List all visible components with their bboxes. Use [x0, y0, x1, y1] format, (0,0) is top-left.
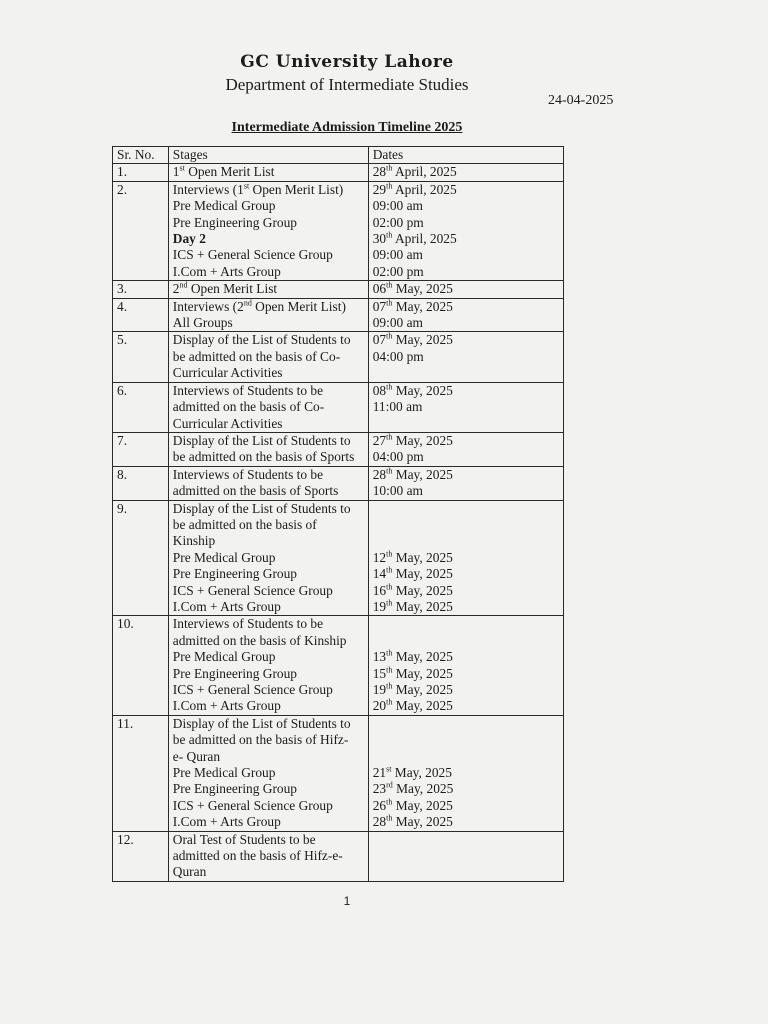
stage-text: Curricular Activities [172, 415, 283, 431]
date-text: 19 [372, 681, 387, 697]
stage-ordinal-suffix: nd [179, 280, 188, 290]
stage-text: ICS + General Science Group [172, 682, 333, 697]
stage-line [173, 781, 364, 797]
date-text: 23 [372, 781, 387, 797]
stage-text: be admitted on the basis of [172, 516, 317, 532]
stage-text: Pre Engineering Group [172, 214, 298, 230]
stage-line [173, 247, 364, 263]
date-ordinal-suffix: th [386, 813, 393, 823]
stage-line [173, 231, 364, 247]
stage-line [173, 864, 364, 880]
date-cell [368, 298, 563, 332]
stage-text: Kinship [172, 533, 216, 549]
stage-ordinal-suffix: st [243, 181, 250, 191]
table-row [113, 616, 564, 715]
stage-text: 2 [172, 281, 180, 297]
date-text: 10:00 am [372, 483, 423, 499]
date-cell [368, 164, 563, 181]
stage-text: All Groups [172, 315, 233, 331]
date-text-rest: May, 2025 [392, 281, 453, 297]
date-text-rest: May, 2025 [392, 432, 453, 448]
stage-ordinal-suffix: nd [243, 298, 252, 308]
date-text-rest: May, 2025 [392, 298, 453, 314]
date-text-rest: May, 2025 [392, 814, 453, 830]
date-line [373, 682, 559, 698]
date-cell [368, 432, 563, 466]
date-text-rest: May, 2025 [392, 665, 453, 681]
date-line [373, 281, 559, 297]
stage-line [173, 698, 364, 714]
date-text: 08 [372, 382, 387, 398]
table-row [113, 500, 564, 616]
date-text: 13 [372, 649, 387, 665]
stage-line [173, 716, 364, 732]
date-text-rest: May, 2025 [392, 598, 453, 614]
date-text: 11:00 am [372, 399, 423, 415]
date-ordinal-suffix: th [386, 697, 393, 707]
stage-text: Display of the List of Students to [172, 500, 351, 516]
stage-text-rest: Open Merit List) [249, 181, 344, 197]
stage-line [173, 399, 364, 415]
department-name: Department of Intermediate Studies [225, 75, 469, 94]
stage-line [173, 749, 364, 765]
stage-text: Display of the List of Students to [172, 715, 351, 731]
date-line [373, 299, 559, 315]
stage-text: Pre Medical Group [172, 549, 276, 565]
date-line [373, 533, 559, 549]
date-cell [368, 281, 563, 298]
stage-text: I.Com + Arts Group [172, 698, 281, 714]
stage-text: admitted on the basis of Kinship [172, 632, 347, 648]
date-cell [368, 616, 563, 715]
stage-line [173, 483, 364, 499]
stage-text: admitted on the basis of Sports [172, 483, 339, 499]
stage-text: Interviews of Students to be [172, 382, 324, 398]
stage-line [173, 449, 364, 465]
date-text: 26 [372, 797, 387, 813]
stage-text: Pre Medical Group [172, 765, 276, 781]
date-ordinal-suffix: th [386, 280, 393, 290]
stage-text: Day 2 [172, 231, 206, 247]
date-ordinal-suffix: th [386, 565, 393, 575]
date-line [373, 566, 559, 582]
date-text: 04:00 pm [372, 348, 424, 364]
stage-line [173, 383, 364, 399]
date-line [373, 449, 559, 465]
date-line [373, 182, 559, 198]
date-text: 20 [372, 698, 387, 714]
date-line [373, 247, 559, 263]
date-line [373, 814, 559, 830]
date-line [373, 433, 559, 449]
stage-text: admitted on the basis of Co- [172, 399, 325, 415]
date-text: 07 [372, 298, 387, 314]
sr-no-cell: 12. [113, 831, 169, 881]
date-text-rest: May, 2025 [392, 466, 453, 482]
stage-text-rest: Open Merit List [187, 281, 278, 297]
date-line [373, 599, 559, 615]
date-line [373, 749, 559, 765]
date-ordinal-suffix: th [386, 648, 393, 658]
sr-no-cell: 10. [113, 616, 169, 715]
date-cell [368, 382, 563, 432]
date-text: 09:00 am [372, 198, 423, 214]
date-line [373, 616, 559, 632]
sr-no-cell: 7. [113, 432, 169, 466]
stage-line [173, 467, 364, 483]
date-text: 29 [372, 181, 387, 197]
stage-line [173, 848, 364, 864]
date-text-rest: April, 2025 [392, 181, 457, 197]
stage-text: ICS + General Science Group [172, 582, 333, 598]
stage-cell [168, 281, 368, 298]
stage-cell [168, 831, 368, 881]
stage-text: Oral Test of Students to be [172, 831, 316, 847]
stage-line [173, 281, 364, 297]
sr-no-cell: 1. [113, 164, 169, 181]
stage-cell [168, 616, 368, 715]
date-text: 02:00 pm [372, 263, 424, 279]
stage-line [173, 315, 364, 331]
date-line [373, 633, 559, 649]
stage-text: I.Com + Arts Group [172, 263, 281, 279]
date-line [373, 198, 559, 214]
stage-text: Display of the List of Students to [172, 432, 351, 448]
stage-line [173, 517, 364, 533]
stage-line [173, 365, 364, 381]
date-cell [368, 181, 563, 280]
sr-no-cell: 8. [113, 466, 169, 500]
date-line [373, 315, 559, 331]
date-text: 12 [372, 549, 387, 565]
date-line [373, 848, 559, 864]
stage-cell [168, 298, 368, 332]
date-text: 27 [372, 432, 387, 448]
date-line [373, 550, 559, 566]
stage-text: Quran [172, 864, 207, 880]
stage-text: be admitted on the basis of Co- [172, 348, 341, 364]
stage-line [173, 583, 364, 599]
stage-line [173, 550, 364, 566]
stage-cell [168, 181, 368, 280]
date-line [373, 383, 559, 399]
date-line [373, 467, 559, 483]
date-line [373, 231, 559, 247]
table-row [113, 382, 564, 432]
date-text: 15 [372, 665, 387, 681]
stage-line [173, 416, 364, 432]
date-text: 30 [372, 231, 387, 247]
stage-line [173, 164, 364, 180]
date-text: 19 [372, 598, 387, 614]
date-text: 28 [372, 466, 387, 482]
date-text-rest: May, 2025 [391, 764, 452, 780]
stage-line [173, 633, 364, 649]
date-line [373, 264, 559, 280]
stage-line [173, 433, 364, 449]
stage-line [173, 649, 364, 665]
date-text-rest: May, 2025 [392, 566, 453, 582]
stage-line [173, 832, 364, 848]
stage-cell [168, 432, 368, 466]
date-ordinal-suffix: th [386, 432, 393, 442]
stage-text: admitted on the basis of Hifz-e- [172, 848, 343, 864]
stage-text: Pre Engineering Group [172, 566, 298, 582]
date-line [373, 732, 559, 748]
date-line [373, 798, 559, 814]
stage-line [173, 533, 364, 549]
stage-line [173, 299, 364, 315]
date-text-rest: May, 2025 [392, 698, 453, 714]
date-ordinal-suffix: th [386, 681, 393, 691]
admission-timeline-table [112, 146, 564, 882]
date-line [373, 517, 559, 533]
table-row [113, 181, 564, 280]
date-ordinal-suffix: th [386, 163, 393, 173]
stage-line [173, 814, 364, 830]
page-number: 1 [343, 894, 351, 908]
date-ordinal-suffix: th [386, 332, 393, 341]
table-row [113, 298, 564, 332]
table-row [113, 715, 564, 831]
stage-line [173, 682, 364, 698]
stage-cell [168, 466, 368, 500]
stage-text: ICS + General Science Group [172, 797, 333, 813]
stage-cell [168, 500, 368, 616]
stage-text: Interviews (1 [172, 181, 244, 197]
sr-no-cell: 11. [113, 715, 169, 831]
stage-line [173, 215, 364, 231]
stage-line [173, 182, 364, 198]
date-ordinal-suffix: th [386, 298, 393, 308]
date-ordinal-suffix: th [386, 665, 393, 675]
date-cell [368, 466, 563, 500]
date-ordinal-suffix: th [386, 181, 393, 191]
date-line [373, 864, 559, 880]
stage-text: Interviews of Students to be [172, 616, 324, 632]
date-cell [368, 831, 563, 881]
stage-text-rest: Open Merit List [184, 164, 275, 180]
date-cell [368, 332, 563, 382]
sr-no-cell: 9. [113, 500, 169, 616]
date-line [373, 698, 559, 714]
date-text-rest: May, 2025 [392, 649, 453, 665]
table-row [113, 332, 564, 382]
date-text-rest: May, 2025 [392, 549, 453, 565]
stage-ordinal-suffix: st [179, 163, 185, 173]
date-text: 28 [372, 814, 387, 830]
date-ordinal-suffix: st [386, 764, 392, 774]
date-line [373, 399, 559, 415]
stage-text: Pre Engineering Group [172, 781, 298, 797]
date-cell [368, 500, 563, 616]
date-text: 07 [372, 332, 387, 348]
date-line [373, 832, 559, 848]
date-cell [368, 715, 563, 831]
stage-cell [168, 164, 368, 181]
stage-line [173, 332, 364, 348]
date-line [373, 501, 559, 517]
stage-line [173, 501, 364, 517]
date-text: 09:00 am [372, 315, 423, 331]
date-ordinal-suffix: th [386, 549, 393, 559]
date-text: 06 [372, 281, 387, 297]
stage-text-rest: Open Merit List) [251, 298, 346, 314]
date-ordinal-suffix: th [386, 582, 393, 592]
column-header-dates: Dates [368, 147, 563, 164]
date-line [373, 583, 559, 599]
stage-line [173, 732, 364, 748]
stage-cell [168, 715, 368, 831]
stage-cell [168, 382, 368, 432]
stage-text: ICS + General Science Group [172, 247, 333, 263]
sr-no-cell: 2. [113, 181, 169, 280]
timeline-title: Intermediate Admission Timeline 2025 [231, 120, 463, 135]
date-line [373, 649, 559, 665]
date-ordinal-suffix: th [386, 797, 393, 807]
date-text-rest: May, 2025 [392, 582, 453, 598]
stage-line [173, 566, 364, 582]
university-name: GC University Lahore [240, 52, 454, 72]
table-row [113, 831, 564, 881]
date-ordinal-suffix: rd [386, 780, 393, 790]
table-row [113, 281, 564, 298]
date-line [373, 332, 559, 348]
sr-no-cell: 4. [113, 298, 169, 332]
date-text-rest: May, 2025 [392, 781, 454, 797]
date-ordinal-suffix: th [386, 598, 393, 608]
stage-line [173, 198, 364, 214]
stage-text: Pre Engineering Group [172, 665, 298, 681]
stage-line [173, 264, 364, 280]
stage-text: e- Quran [172, 748, 221, 764]
stage-line [173, 616, 364, 632]
stage-line [173, 798, 364, 814]
date-text-rest: April, 2025 [392, 231, 457, 247]
stage-text: 1 [172, 164, 180, 180]
date-text: 14 [372, 566, 387, 582]
date-line [373, 765, 559, 781]
stage-text: Display of the List of Students to [172, 332, 351, 348]
sr-no-cell: 5. [113, 332, 169, 382]
date-line [373, 349, 559, 365]
date-line [373, 365, 559, 381]
stage-cell [168, 332, 368, 382]
sr-no-cell: 3. [113, 281, 169, 298]
column-header-stages: Stages [168, 147, 368, 164]
table-header-row [113, 147, 564, 164]
date-text-rest: May, 2025 [392, 332, 453, 348]
date-text: 02:00 pm [372, 214, 424, 230]
stage-text: Interviews (2 [172, 298, 244, 314]
table-row [113, 164, 564, 181]
date-line [373, 416, 559, 432]
date-line [373, 483, 559, 499]
date-text-rest: May, 2025 [392, 797, 453, 813]
document-date: 24-04-2025 [548, 93, 614, 108]
date-ordinal-suffix: th [386, 466, 393, 476]
stage-text: Pre Medical Group [172, 198, 276, 214]
stage-line [173, 349, 364, 365]
date-line [373, 666, 559, 682]
date-text: 09:00 am [372, 247, 423, 263]
date-line [373, 716, 559, 732]
date-line [373, 164, 559, 180]
stage-text: Pre Medical Group [172, 649, 276, 665]
date-ordinal-suffix: th [386, 230, 393, 240]
date-text: 04:00 pm [372, 449, 424, 465]
stage-line [173, 765, 364, 781]
stage-text: Curricular Activities [172, 365, 283, 381]
stage-text: be admitted on the basis of Hifz- [172, 732, 349, 748]
date-text-rest: May, 2025 [392, 681, 453, 697]
date-ordinal-suffix: th [386, 382, 393, 392]
stage-text: I.Com + Arts Group [172, 814, 281, 830]
table-row [113, 466, 564, 500]
table-row [113, 432, 564, 466]
sr-no-cell: 6. [113, 382, 169, 432]
date-text-rest: April, 2025 [392, 164, 457, 180]
date-line [373, 781, 559, 797]
stage-line [173, 599, 364, 615]
date-line [373, 215, 559, 231]
column-header-sr-no: Sr. No. [113, 147, 169, 164]
stage-text: I.Com + Arts Group [172, 598, 281, 614]
stage-text: Interviews of Students to be [172, 466, 324, 482]
stage-text: be admitted on the basis of Sports [172, 449, 355, 465]
stage-line [173, 666, 364, 682]
date-text-rest: May, 2025 [392, 382, 453, 398]
date-text: 21 [372, 764, 387, 780]
date-text: 28 [372, 164, 387, 180]
date-text: 16 [372, 582, 387, 598]
table-body [113, 164, 564, 881]
